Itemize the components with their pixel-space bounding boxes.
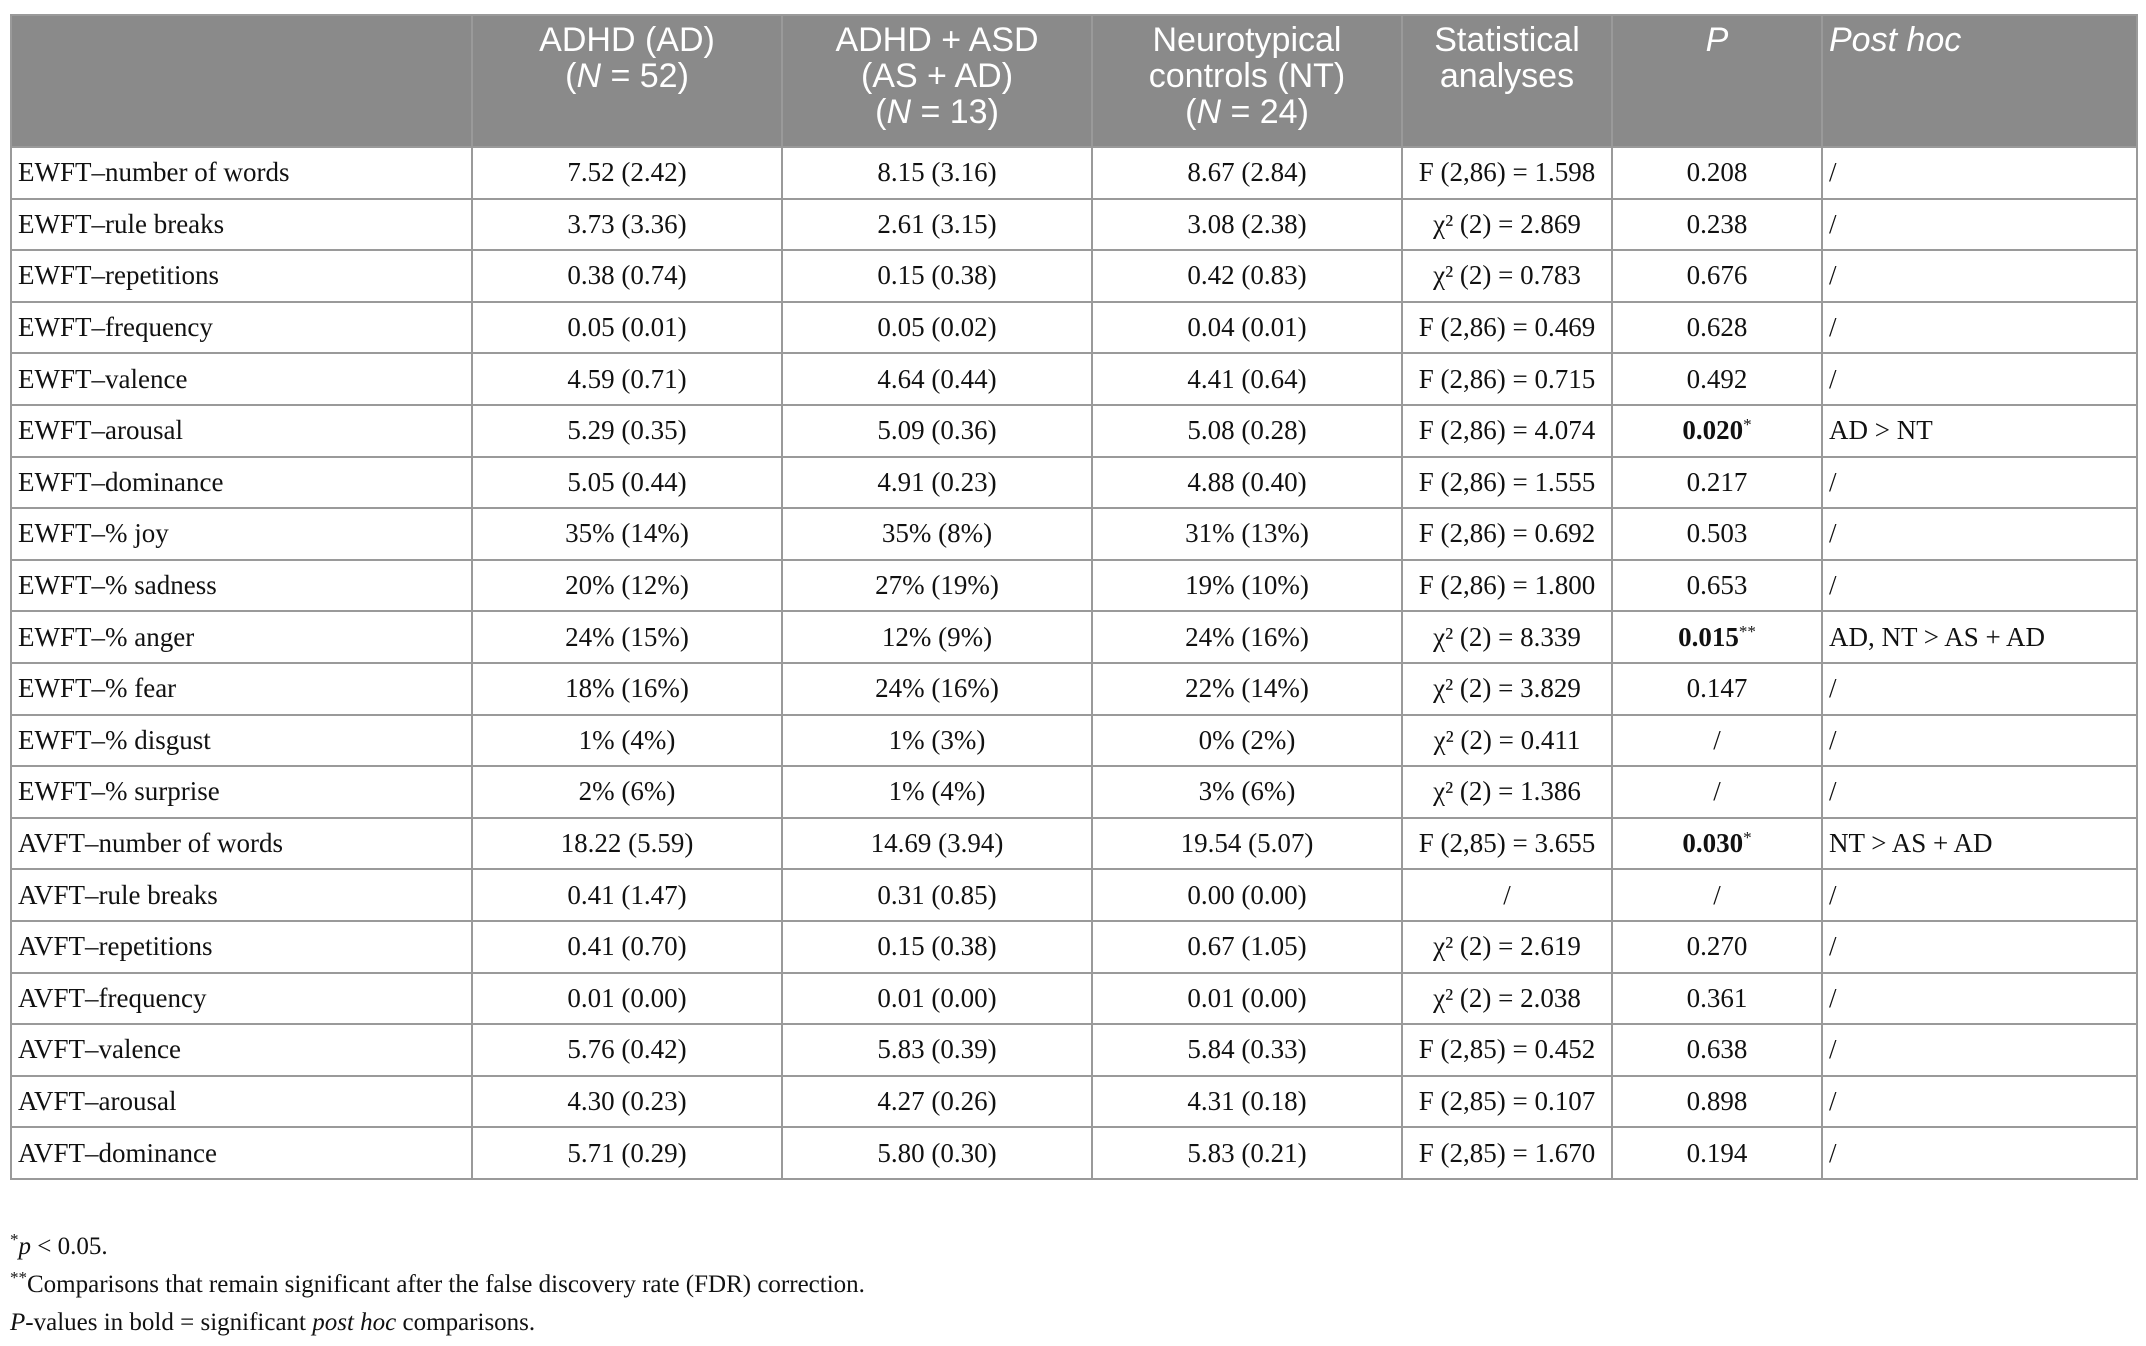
table-row xyxy=(11,508,2137,560)
p-value-cell xyxy=(1612,869,1822,921)
header-adhd-asd xyxy=(782,15,1092,147)
p-value-cell xyxy=(1612,1127,1822,1179)
table-row xyxy=(11,818,2137,870)
table-row xyxy=(11,921,2137,973)
stat-analysis-cell: F (2,85) = 3.655 xyxy=(1402,818,1612,870)
p-value: 0.503 xyxy=(1686,518,1748,549)
p-value: / xyxy=(1713,724,1721,755)
header-adhd-count: = 52) xyxy=(601,57,689,95)
adhd-cell: 0.01 (0.00) xyxy=(472,973,782,1025)
measure-cell: AVFT–valence xyxy=(11,1024,472,1076)
adhd-asd-cell: 12% (9%) xyxy=(782,611,1092,663)
stat-analysis-cell: F (2,86) = 1.598 xyxy=(1402,147,1612,199)
significance-mark: ** xyxy=(1738,621,1756,641)
p-value-cell xyxy=(1612,508,1822,560)
table-row xyxy=(11,353,2137,405)
post-hoc-cell: / xyxy=(1822,921,2137,973)
header-controls xyxy=(1092,15,1402,147)
table-body xyxy=(11,147,2137,1179)
adhd-cell: 3.73 (3.36) xyxy=(472,199,782,251)
adhd-cell: 7.52 (2.42) xyxy=(472,147,782,199)
stat-analysis-cell: χ² (2) = 8.339 xyxy=(1402,611,1612,663)
post-hoc-cell: / xyxy=(1822,1024,2137,1076)
table-row xyxy=(11,457,2137,509)
adhd-cell: 4.30 (0.23) xyxy=(472,1076,782,1128)
p-value: / xyxy=(1713,879,1721,910)
measure-cell: AVFT–repetitions xyxy=(11,921,472,973)
table-row xyxy=(11,663,2137,715)
stat-analysis-cell: F (2,86) = 0.692 xyxy=(1402,508,1612,560)
controls-cell: 3.08 (2.38) xyxy=(1092,199,1402,251)
header-adhd-n: N xyxy=(576,57,601,95)
controls-cell: 0% (2%) xyxy=(1092,715,1402,767)
controls-cell: 4.88 (0.40) xyxy=(1092,457,1402,509)
p-value: 0.628 xyxy=(1686,312,1748,343)
post-hoc-cell: AD > NT xyxy=(1822,405,2137,457)
results-table-container xyxy=(10,14,2136,1180)
header-statistical-analyses xyxy=(1402,15,1612,147)
controls-cell: 24% (16%) xyxy=(1092,611,1402,663)
p-value: 0.238 xyxy=(1686,208,1748,239)
adhd-asd-cell: 2.61 (3.15) xyxy=(782,199,1092,251)
header-open-paren: ( xyxy=(565,57,577,95)
measure-cell: EWFT–% surprise xyxy=(11,766,472,818)
table-row xyxy=(11,766,2137,818)
adhd-cell: 18.22 (5.59) xyxy=(472,818,782,870)
table-row xyxy=(11,560,2137,612)
controls-cell: 0.04 (0.01) xyxy=(1092,302,1402,354)
p-value: 0.217 xyxy=(1686,466,1748,497)
adhd-asd-cell: 24% (16%) xyxy=(782,663,1092,715)
adhd-asd-cell: 4.64 (0.44) xyxy=(782,353,1092,405)
measure-cell: EWFT–% anger xyxy=(11,611,472,663)
header-measure xyxy=(11,15,472,147)
measure-cell: EWFT–valence xyxy=(11,353,472,405)
adhd-cell: 5.71 (0.29) xyxy=(472,1127,782,1179)
p-value-cell xyxy=(1612,715,1822,767)
post-hoc-cell: / xyxy=(1822,869,2137,921)
table-row xyxy=(11,405,2137,457)
p-value-cell xyxy=(1612,921,1822,973)
footnote-mark: ** xyxy=(10,1268,27,1287)
stat-analysis-cell: χ² (2) = 2.869 xyxy=(1402,199,1612,251)
p-value-cell xyxy=(1612,611,1822,663)
adhd-cell: 24% (15%) xyxy=(472,611,782,663)
measure-cell: EWFT–arousal xyxy=(11,405,472,457)
table-row xyxy=(11,250,2137,302)
adhd-asd-cell: 0.31 (0.85) xyxy=(782,869,1092,921)
stat-analysis-cell: F (2,86) = 0.469 xyxy=(1402,302,1612,354)
p-value: 0.676 xyxy=(1686,260,1748,291)
footnote-bold-p: P xyxy=(10,1309,26,1336)
p-value: 0.898 xyxy=(1686,1085,1748,1116)
stat-analysis-cell: χ² (2) = 2.038 xyxy=(1402,973,1612,1025)
adhd-cell: 0.05 (0.01) xyxy=(472,302,782,354)
table-row xyxy=(11,973,2137,1025)
table-row xyxy=(11,1127,2137,1179)
p-value-cell xyxy=(1612,302,1822,354)
p-value-cell xyxy=(1612,818,1822,870)
post-hoc-cell: / xyxy=(1822,353,2137,405)
stat-analysis-cell: F (2,85) = 0.452 xyxy=(1402,1024,1612,1076)
measure-cell: EWFT–number of words xyxy=(11,147,472,199)
controls-cell: 4.41 (0.64) xyxy=(1092,353,1402,405)
measure-cell: EWFT–% disgust xyxy=(11,715,472,767)
footnote-bold-posthoc: post hoc xyxy=(312,1309,397,1336)
p-value-cell xyxy=(1612,147,1822,199)
controls-cell: 0.67 (1.05) xyxy=(1092,921,1402,973)
adhd-cell: 0.41 (0.70) xyxy=(472,921,782,973)
header-post-hoc: Post hoc xyxy=(1822,15,2137,147)
controls-cell: 5.08 (0.28) xyxy=(1092,405,1402,457)
p-value: 0.015 xyxy=(1678,621,1739,652)
header-adhd-line1: ADHD (AD) xyxy=(539,21,715,59)
measure-cell: EWFT–frequency xyxy=(11,302,472,354)
adhd-asd-cell: 8.15 (3.16) xyxy=(782,147,1092,199)
table-row xyxy=(11,1076,2137,1128)
adhd-asd-cell: 4.91 (0.23) xyxy=(782,457,1092,509)
header-adhd-asd-line2: (AS + AD) xyxy=(860,57,1014,95)
header-controls-line1: Neurotypical xyxy=(1152,21,1342,59)
footnote-fdr-text: Comparisons that remain significant after the false discovery rate (FDR) correction. xyxy=(27,1271,865,1298)
post-hoc-cell: AD, NT > AS + AD xyxy=(1822,611,2137,663)
stat-analysis-cell: χ² (2) = 0.783 xyxy=(1402,250,1612,302)
measure-cell: EWFT–% fear xyxy=(11,663,472,715)
table-row xyxy=(11,199,2137,251)
header-controls-count: = 24) xyxy=(1221,93,1309,131)
adhd-asd-cell: 5.83 (0.39) xyxy=(782,1024,1092,1076)
measure-cell: EWFT–rule breaks xyxy=(11,199,472,251)
p-value-cell xyxy=(1612,1024,1822,1076)
p-value-cell xyxy=(1612,560,1822,612)
controls-cell: 31% (13%) xyxy=(1092,508,1402,560)
header-adhd xyxy=(472,15,782,147)
footnote-p: p xyxy=(18,1233,31,1260)
adhd-cell: 4.59 (0.71) xyxy=(472,353,782,405)
adhd-asd-cell: 0.05 (0.02) xyxy=(782,302,1092,354)
p-value: 0.194 xyxy=(1686,1137,1748,1168)
post-hoc-cell: / xyxy=(1822,508,2137,560)
adhd-cell: 20% (12%) xyxy=(472,560,782,612)
adhd-cell: 5.29 (0.35) xyxy=(472,405,782,457)
p-value: 0.147 xyxy=(1686,673,1748,704)
table-row xyxy=(11,869,2137,921)
header-open-paren: ( xyxy=(875,93,887,131)
adhd-cell: 2% (6%) xyxy=(472,766,782,818)
table-row xyxy=(11,611,2137,663)
p-value: 0.492 xyxy=(1686,363,1748,394)
p-value-cell xyxy=(1612,405,1822,457)
table-row xyxy=(11,1024,2137,1076)
p-value-cell xyxy=(1612,973,1822,1025)
header-controls-n: N xyxy=(1196,93,1221,131)
post-hoc-cell: / xyxy=(1822,663,2137,715)
results-table xyxy=(10,14,2138,1180)
p-value-cell xyxy=(1612,457,1822,509)
table-footnotes xyxy=(10,1228,865,1342)
controls-cell: 0.00 (0.00) xyxy=(1092,869,1402,921)
stat-analysis-cell: χ² (2) = 1.386 xyxy=(1402,766,1612,818)
post-hoc-cell: / xyxy=(1822,199,2137,251)
stat-analysis-cell: χ² (2) = 2.619 xyxy=(1402,921,1612,973)
p-value: 0.653 xyxy=(1686,570,1748,601)
p-value: 0.208 xyxy=(1686,157,1748,188)
controls-cell: 4.31 (0.18) xyxy=(1092,1076,1402,1128)
table-header xyxy=(11,15,2137,147)
p-value-cell xyxy=(1612,1076,1822,1128)
stat-analysis-cell: χ² (2) = 3.829 xyxy=(1402,663,1612,715)
adhd-cell: 0.38 (0.74) xyxy=(472,250,782,302)
adhd-cell: 0.41 (1.47) xyxy=(472,869,782,921)
p-value: / xyxy=(1713,776,1721,807)
p-value-cell xyxy=(1612,199,1822,251)
footnote-mark: * xyxy=(10,1230,19,1249)
stat-analysis-cell: F (2,85) = 0.107 xyxy=(1402,1076,1612,1128)
p-value: 0.270 xyxy=(1686,931,1748,962)
header-p-value: P xyxy=(1612,15,1822,147)
p-value-cell xyxy=(1612,766,1822,818)
post-hoc-cell: / xyxy=(1822,147,2137,199)
header-open-paren: ( xyxy=(1185,93,1197,131)
footnote-significance xyxy=(10,1228,865,1266)
adhd-asd-cell: 0.01 (0.00) xyxy=(782,973,1092,1025)
p-value: 0.020 xyxy=(1682,415,1744,446)
stat-analysis-cell: / xyxy=(1402,869,1612,921)
adhd-cell: 18% (16%) xyxy=(472,663,782,715)
post-hoc-cell: / xyxy=(1822,1127,2137,1179)
post-hoc-cell: / xyxy=(1822,973,2137,1025)
header-adhd-asd-n: N xyxy=(886,93,911,131)
measure-cell: AVFT–number of words xyxy=(11,818,472,870)
post-hoc-cell: NT > AS + AD xyxy=(1822,818,2137,870)
significance-mark: * xyxy=(1743,415,1752,435)
post-hoc-cell: / xyxy=(1822,250,2137,302)
controls-cell: 22% (14%) xyxy=(1092,663,1402,715)
header-adhd-asd-count: = 13) xyxy=(911,93,999,131)
measure-cell: AVFT–dominance xyxy=(11,1127,472,1179)
measure-cell: EWFT–% sadness xyxy=(11,560,472,612)
p-value-cell xyxy=(1612,250,1822,302)
table-row xyxy=(11,715,2137,767)
measure-cell: EWFT–repetitions xyxy=(11,250,472,302)
table-row xyxy=(11,302,2137,354)
footnote-bold xyxy=(10,1304,865,1342)
footnote-fdr xyxy=(10,1266,865,1304)
post-hoc-cell: / xyxy=(1822,302,2137,354)
stat-analysis-cell: F (2,86) = 1.800 xyxy=(1402,560,1612,612)
header-adhd-asd-line1: ADHD + ASD xyxy=(835,21,1039,59)
controls-cell: 0.42 (0.83) xyxy=(1092,250,1402,302)
footnote-threshold: < 0.05. xyxy=(31,1233,108,1260)
adhd-asd-cell: 27% (19%) xyxy=(782,560,1092,612)
adhd-asd-cell: 0.15 (0.38) xyxy=(782,921,1092,973)
adhd-asd-cell: 5.80 (0.30) xyxy=(782,1127,1092,1179)
adhd-asd-cell: 35% (8%) xyxy=(782,508,1092,560)
post-hoc-cell: / xyxy=(1822,560,2137,612)
adhd-asd-cell: 1% (3%) xyxy=(782,715,1092,767)
adhd-asd-cell: 14.69 (3.94) xyxy=(782,818,1092,870)
stat-analysis-cell: F (2,85) = 1.670 xyxy=(1402,1127,1612,1179)
post-hoc-cell: / xyxy=(1822,715,2137,767)
adhd-cell: 5.76 (0.42) xyxy=(472,1024,782,1076)
stat-analysis-cell: χ² (2) = 0.411 xyxy=(1402,715,1612,767)
controls-cell: 19.54 (5.07) xyxy=(1092,818,1402,870)
controls-cell: 19% (10%) xyxy=(1092,560,1402,612)
adhd-cell: 5.05 (0.44) xyxy=(472,457,782,509)
controls-cell: 5.84 (0.33) xyxy=(1092,1024,1402,1076)
p-value: 0.361 xyxy=(1686,982,1748,1013)
controls-cell: 5.83 (0.21) xyxy=(1092,1127,1402,1179)
measure-cell: EWFT–dominance xyxy=(11,457,472,509)
p-value: 0.638 xyxy=(1686,1034,1748,1065)
header-row xyxy=(11,15,2137,147)
adhd-asd-cell: 5.09 (0.36) xyxy=(782,405,1092,457)
p-value-cell xyxy=(1612,353,1822,405)
footnote-bold-mid: -values in bold = significant xyxy=(25,1309,313,1336)
header-stat-line1: Statistical xyxy=(1434,21,1580,59)
post-hoc-cell: / xyxy=(1822,457,2137,509)
measure-cell: AVFT–frequency xyxy=(11,973,472,1025)
controls-cell: 3% (6%) xyxy=(1092,766,1402,818)
adhd-asd-cell: 1% (4%) xyxy=(782,766,1092,818)
adhd-cell: 35% (14%) xyxy=(472,508,782,560)
post-hoc-cell: / xyxy=(1822,1076,2137,1128)
adhd-asd-cell: 0.15 (0.38) xyxy=(782,250,1092,302)
post-hoc-cell: / xyxy=(1822,766,2137,818)
adhd-asd-cell: 4.27 (0.26) xyxy=(782,1076,1092,1128)
controls-cell: 8.67 (2.84) xyxy=(1092,147,1402,199)
stat-analysis-cell: F (2,86) = 4.074 xyxy=(1402,405,1612,457)
measure-cell: AVFT–rule breaks xyxy=(11,869,472,921)
measure-cell: EWFT–% joy xyxy=(11,508,472,560)
controls-cell: 0.01 (0.00) xyxy=(1092,973,1402,1025)
table-row xyxy=(11,147,2137,199)
p-value-cell xyxy=(1612,663,1822,715)
p-value: 0.030 xyxy=(1682,828,1744,859)
measure-cell: AVFT–arousal xyxy=(11,1076,472,1128)
header-stat-line2: analyses xyxy=(1439,57,1575,95)
adhd-cell: 1% (4%) xyxy=(472,715,782,767)
footnote-bold-end: comparisons. xyxy=(396,1309,536,1336)
significance-mark: * xyxy=(1743,828,1752,848)
stat-analysis-cell: F (2,86) = 0.715 xyxy=(1402,353,1612,405)
stat-analysis-cell: F (2,86) = 1.555 xyxy=(1402,457,1612,509)
header-controls-line2: controls (NT) xyxy=(1148,57,1346,95)
